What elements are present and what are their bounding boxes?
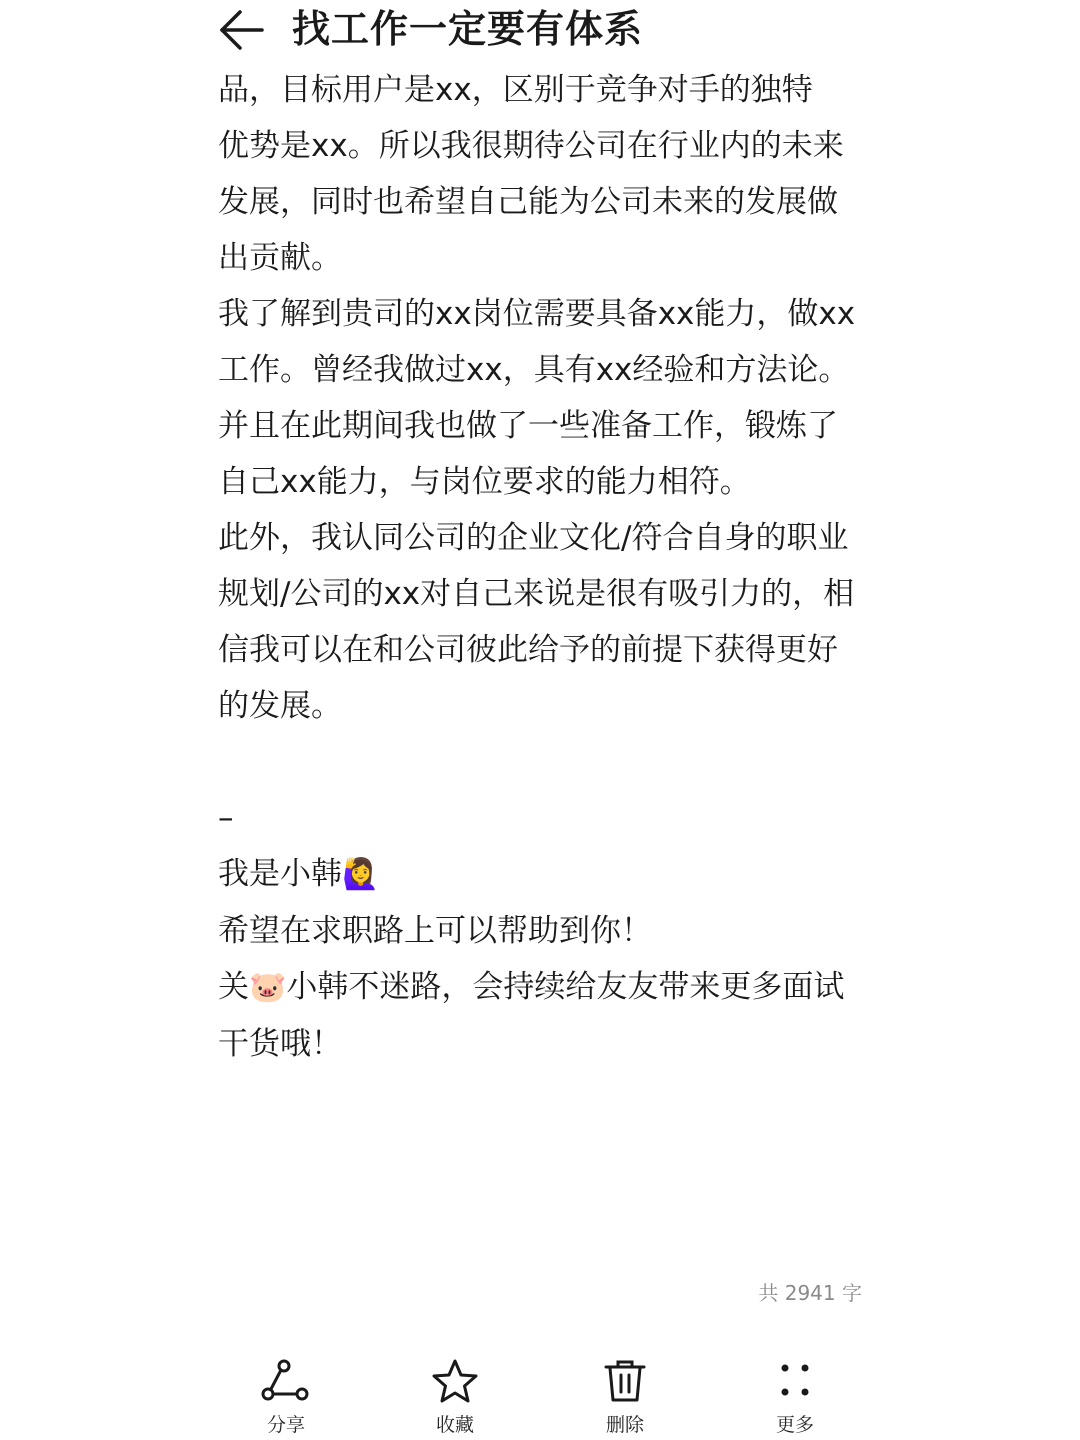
note-paragraph-cut: 品，目标用户是xx，区别于竞争对手的独特 bbox=[218, 72, 813, 108]
page-title: 找工作一定要有体系 bbox=[292, 7, 644, 51]
follow-line bbox=[218, 959, 868, 1072]
favorite-label: 收藏 bbox=[435, 1414, 474, 1436]
more-button[interactable] bbox=[745, 1358, 845, 1437]
delete-label: 删除 bbox=[605, 1414, 644, 1436]
note-body[interactable] bbox=[218, 62, 868, 1232]
trash-icon bbox=[599, 1358, 651, 1404]
top-bar bbox=[0, 0, 1080, 72]
bottom-toolbar bbox=[0, 1350, 1080, 1440]
arrow-left-icon bbox=[216, 6, 268, 54]
more-label: 更多 bbox=[775, 1414, 814, 1436]
pig-face-emoji-icon: 🐷 bbox=[249, 970, 287, 1005]
note-paragraph: 我了解到贵司的xx岗位需要具备xx能力，做xx工作。曾经我做过xx，具有xx经验和方法论。并且在此期间我也做了一些准备工作，锻炼了自己xx能力，与岗位要求的能力相符。 bbox=[218, 296, 856, 500]
follow-text: 小韩不迷路，会持续给友友带来更多面试干货哦！ bbox=[218, 969, 845, 1062]
intro-line bbox=[218, 846, 868, 903]
intro-text: 我是小韩 bbox=[218, 856, 342, 892]
note-paragraph: 优势是xx。所以我很期待公司在行业内的未来发展，同时也希望自己能为公司未来的发展做出贡献。 bbox=[218, 128, 844, 276]
separator-dash: – bbox=[218, 800, 234, 836]
favorite-button[interactable] bbox=[405, 1358, 505, 1437]
share-label: 分享 bbox=[266, 1414, 305, 1436]
follow-prefix: 关 bbox=[218, 969, 249, 1005]
delete-button[interactable] bbox=[575, 1358, 675, 1437]
word-count: 共 2941 字 bbox=[758, 1281, 862, 1305]
star-icon bbox=[429, 1358, 481, 1404]
raising-hand-emoji-icon: 🙋‍♀️ bbox=[342, 857, 380, 892]
blank-line bbox=[218, 734, 868, 790]
hope-line: 希望在求职路上可以帮助到你！ bbox=[218, 913, 652, 949]
back-button[interactable] bbox=[216, 6, 268, 54]
note-paragraph: 此外，我认同公司的企业文化/符合自身的职业规划/公司的xx对自己来说是很有吸引力的，相信我可以在和公司彼此给予的前提下获得更好的发展。 bbox=[218, 520, 855, 724]
share-button[interactable] bbox=[236, 1358, 336, 1437]
more-dots-icon bbox=[769, 1358, 821, 1404]
share-icon bbox=[260, 1358, 312, 1404]
